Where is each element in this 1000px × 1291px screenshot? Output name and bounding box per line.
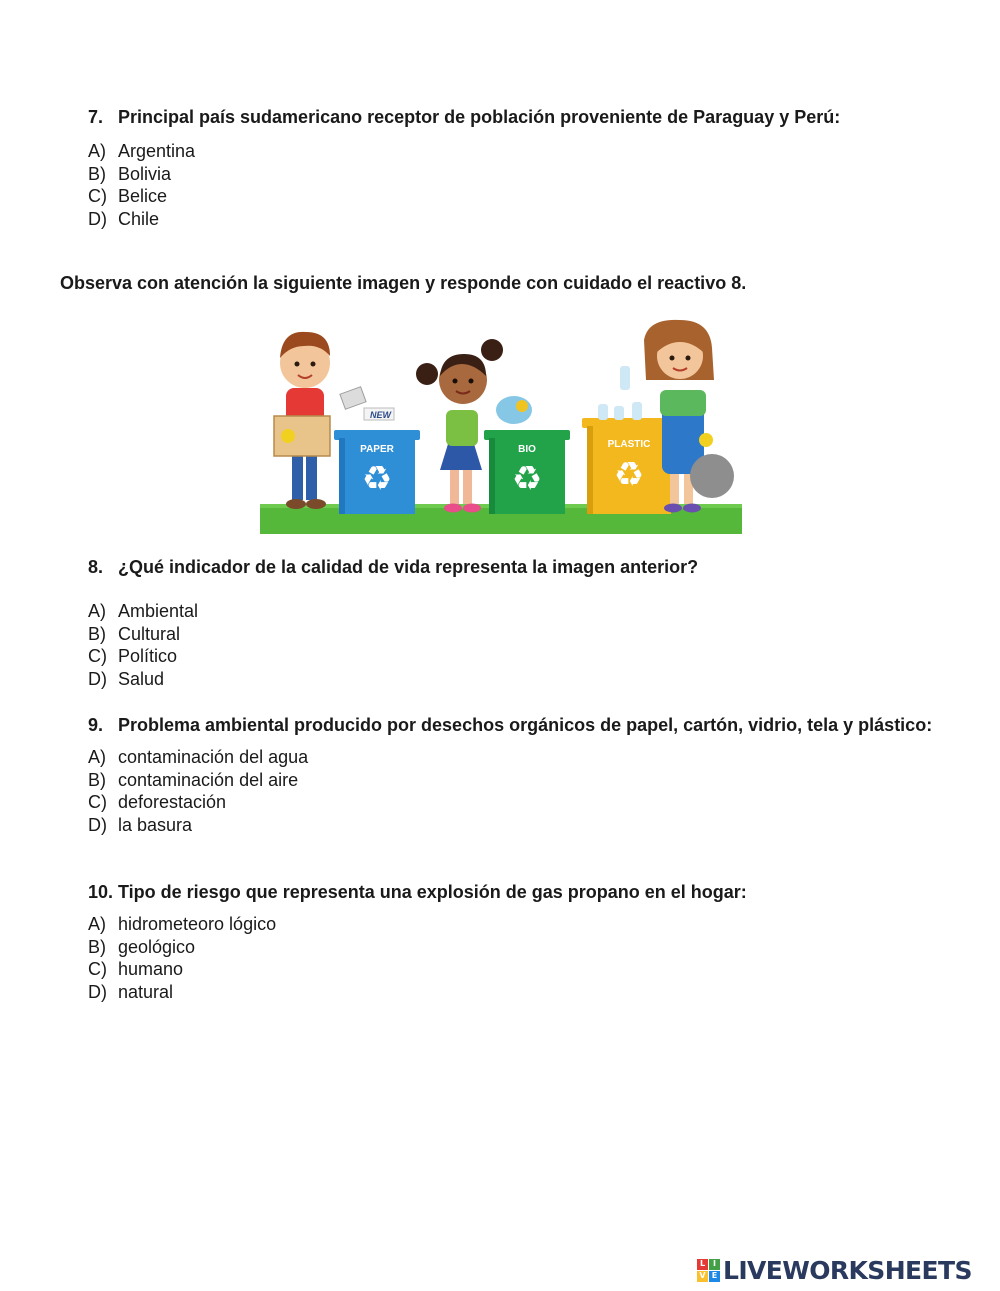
option-a[interactable] — [88, 140, 940, 163]
option-text: Salud — [118, 668, 165, 689]
question-number: 10. — [88, 882, 114, 902]
option-letter: B) — [88, 936, 106, 957]
option-text: hidrometeoro lógico — [118, 914, 277, 934]
options-list — [88, 140, 940, 230]
question-title — [88, 556, 940, 578]
question-text: Principal país sudamericano receptor de población proveniente de Paraguay y Perú: — [118, 107, 841, 127]
question-number: 8. — [88, 557, 104, 577]
recycle-icon: ♻ — [511, 459, 543, 499]
question-8 — [88, 556, 940, 690]
option-b[interactable] — [88, 769, 940, 792]
option-letter: A) — [88, 914, 106, 934]
option-text: contaminación del aire — [118, 769, 299, 790]
option-letter: C) — [88, 186, 107, 207]
option-b[interactable] — [88, 936, 940, 959]
logo-mark-letter: V — [697, 1271, 708, 1282]
option-text: Ambiental — [118, 601, 199, 621]
option-letter: A) — [88, 747, 106, 767]
option-letter: D) — [88, 208, 107, 229]
option-d[interactable] — [88, 668, 940, 691]
paper-bin — [334, 430, 420, 514]
question-text: Problema ambiental producido por desechos orgánicos de papel, cartón, vidrio, tela y plástico: — [118, 715, 933, 735]
option-letter: C) — [88, 959, 107, 980]
box-label: NEW — [370, 410, 391, 420]
option-text: natural — [118, 981, 174, 1002]
question-10 — [88, 881, 940, 1003]
option-d[interactable] — [88, 981, 940, 1004]
options-list — [88, 746, 940, 836]
option-b[interactable] — [88, 163, 940, 186]
option-a[interactable] — [88, 913, 940, 936]
option-letter: B) — [88, 769, 106, 790]
option-c[interactable] — [88, 791, 940, 814]
option-b[interactable] — [88, 623, 940, 646]
recycle-icon: ♻ — [613, 455, 645, 495]
option-text: Bolivia — [118, 163, 172, 184]
question-7 — [88, 106, 940, 230]
option-text: Político — [118, 646, 178, 667]
option-letter: B) — [88, 623, 106, 644]
bin-label-bio: BIO — [518, 444, 536, 455]
option-letter: D) — [88, 814, 107, 835]
option-c[interactable] — [88, 645, 940, 668]
option-letter: C) — [88, 646, 107, 667]
option-text: Belice — [118, 186, 168, 207]
logo-mark-letter: I — [709, 1259, 720, 1270]
options-list — [88, 913, 940, 1003]
option-letter: C) — [88, 792, 107, 813]
logo-mark-letter: L — [697, 1259, 708, 1270]
question-text: Tipo de riesgo que representa una explosión de gas propano en el hogar: — [118, 882, 747, 902]
option-text: Cultural — [118, 623, 181, 644]
bin-label-paper: PAPER — [360, 444, 394, 455]
logo-mark-icon — [697, 1259, 720, 1282]
option-c[interactable] — [88, 958, 940, 981]
option-text: Chile — [118, 208, 160, 229]
question-9 — [88, 714, 940, 836]
question-number: 9. — [88, 715, 104, 735]
plastic-bin — [582, 402, 676, 514]
question-title — [88, 881, 940, 903]
option-letter: D) — [88, 981, 107, 1002]
option-a[interactable] — [88, 600, 940, 623]
options-list — [88, 600, 940, 690]
option-text: Argentina — [118, 141, 196, 161]
recycle-icon: ♻ — [361, 459, 393, 499]
instruction-text: Observa con atención la siguiente imagen y responde con cuidado el reactivo 8. — [60, 273, 747, 293]
option-letter: A) — [88, 141, 106, 161]
logo-wordmark: LIVEWORKSHEETS — [723, 1255, 972, 1285]
option-text: contaminación del agua — [118, 747, 309, 767]
question-text: ¿Qué indicador de la calidad de vida representa la imagen anterior? — [118, 557, 699, 577]
bin-label-plastic: PLASTIC — [607, 439, 651, 450]
question-title — [88, 714, 940, 736]
option-a[interactable] — [88, 746, 940, 769]
question-title — [88, 106, 940, 128]
option-letter: A) — [88, 601, 106, 621]
option-d[interactable] — [88, 208, 940, 231]
recycling-illustration — [260, 318, 742, 534]
option-text: deforestación — [118, 792, 227, 813]
question-number: 7. — [88, 107, 104, 127]
option-text: humano — [118, 959, 184, 980]
logo-mark-letter: E — [709, 1271, 720, 1282]
option-letter: B) — [88, 163, 106, 184]
option-text: la basura — [118, 814, 193, 835]
liveworksheets-logo[interactable] — [697, 1255, 972, 1285]
bio-bin — [484, 430, 570, 514]
option-letter: D) — [88, 668, 107, 689]
option-c[interactable] — [88, 185, 940, 208]
option-d[interactable] — [88, 814, 940, 837]
option-text: geológico — [118, 936, 196, 957]
